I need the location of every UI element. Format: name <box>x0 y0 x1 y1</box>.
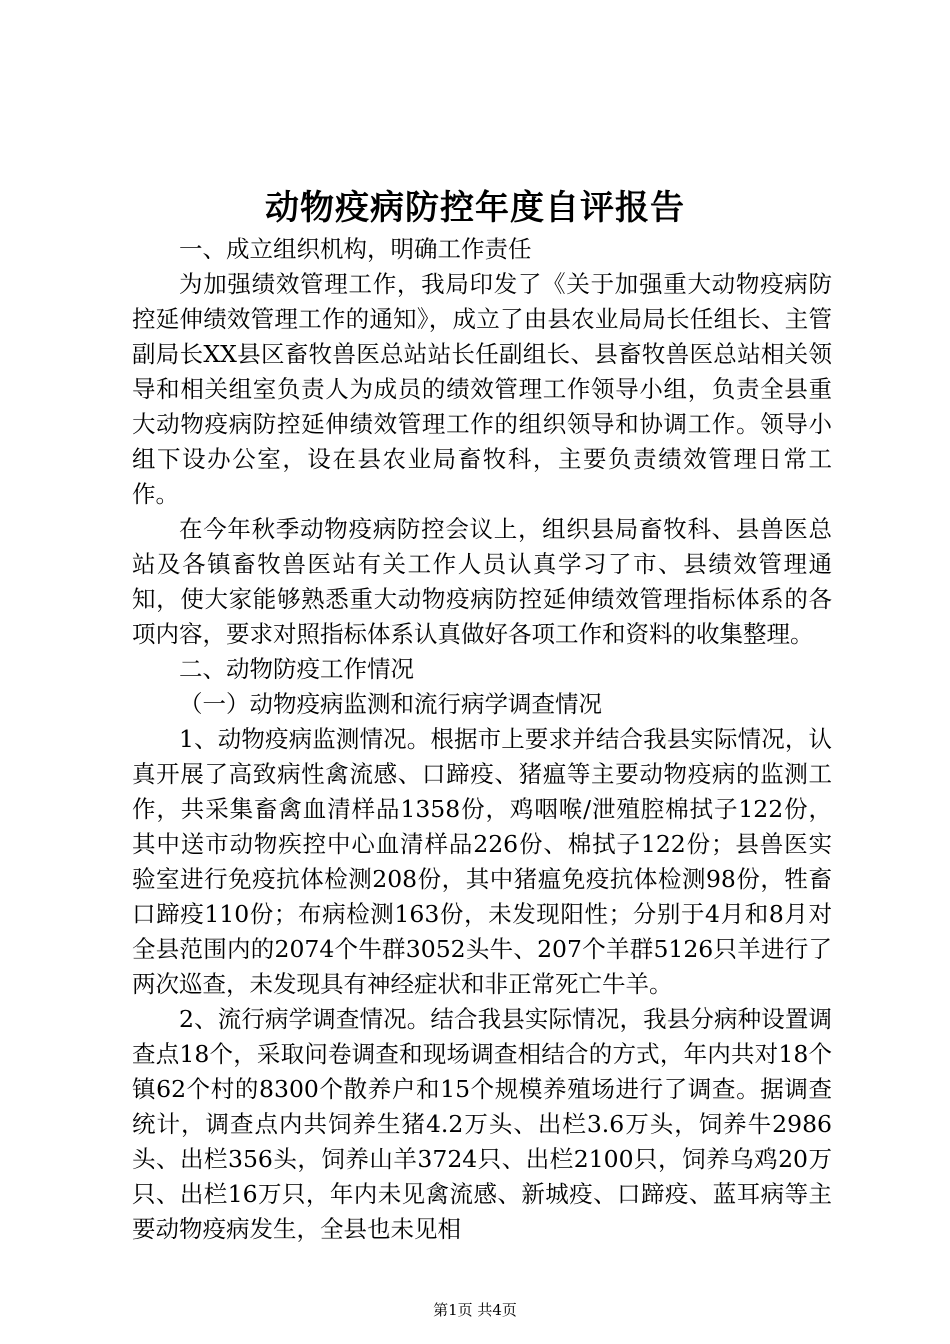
paragraph: 为加强绩效管理工作，我局印发了《关于加强重大动物疫病防控延伸绩效管理工作的通知》，成立了由县农业局局长任组长、主管副局长XX县区畜牧兽医总站站长任副组长、县畜牧兽医总站相关领导和相关组室负责人为成员的绩效管理工作领导小组，负责全县重大动物疫病防控延伸绩效管理工作的组织领导和协调工作。领导小组下设办公室，设在县农业局畜牧科，主要负责绩效管理日常工作。 <box>132 270 832 508</box>
subsection-heading-1: （一）动物疫病监测和流行病学调查情况 <box>179 690 602 718</box>
paragraph: 在今年秋季动物疫病防控会议上，组织县局畜牧科、县兽医总站及各镇畜牧兽医站有关工作人员认真学习了市、县绩效管理通知，使大家能够熟悉重大动物疫病防控延伸绩效管理指标体系的各项内容，要求对照指标体系认真做好各项工作和资料的收集整理。 <box>132 515 832 648</box>
document-title: 动物疫病防控年度自评报告 <box>265 188 685 228</box>
paragraph: 2、流行病学调查情况。结合我县实际情况，我县分病种设置调查点18个，采取问卷调查和现场调查相结合的方式，年内共对18个镇62个村的8300个散养户和15个规模养殖场进行了调查。据调查统计，调查点内共饲养生猪4.2万头、出栏3.6万头，饲养牛2986头、出栏356头，饲养山羊3724只、出栏2100只，饲养乌鸡20万只、出栏16万只，年内未见禽流感、新城疫、口蹄疫、蓝耳病等主要动物疫病发生，全县也未见相 <box>132 1005 832 1243</box>
section-heading-2: 二、动物防疫工作情况 <box>179 655 414 683</box>
document-body <box>132 232 832 1247</box>
page-footer: 第1页 共4页 <box>433 1301 517 1319</box>
section-heading-1: 一、成立组织机构，明确工作责任 <box>179 235 532 263</box>
paragraph: 1、动物疫病监测情况。根据市上要求并结合我县实际情况，认真开展了高致病性禽流感、口蹄疫、猪瘟等主要动物疫病的监测工作，共采集畜禽血清样品1358份，鸡咽喉/泄殖腔棉拭子122份，其中送市动物疾控中心血清样品226份、棉拭子122份；县兽医实验室进行免疫抗体检测208份，其中猪瘟免疫抗体检测98份，牲畜口蹄疫110份；布病检测163份，未发现阳性；分别于4月和8月对全县范围内的2074个牛群3052头牛、207个羊群5126只羊进行了两次巡查，未发现具有神经症状和非正常死亡牛羊。 <box>132 725 832 998</box>
